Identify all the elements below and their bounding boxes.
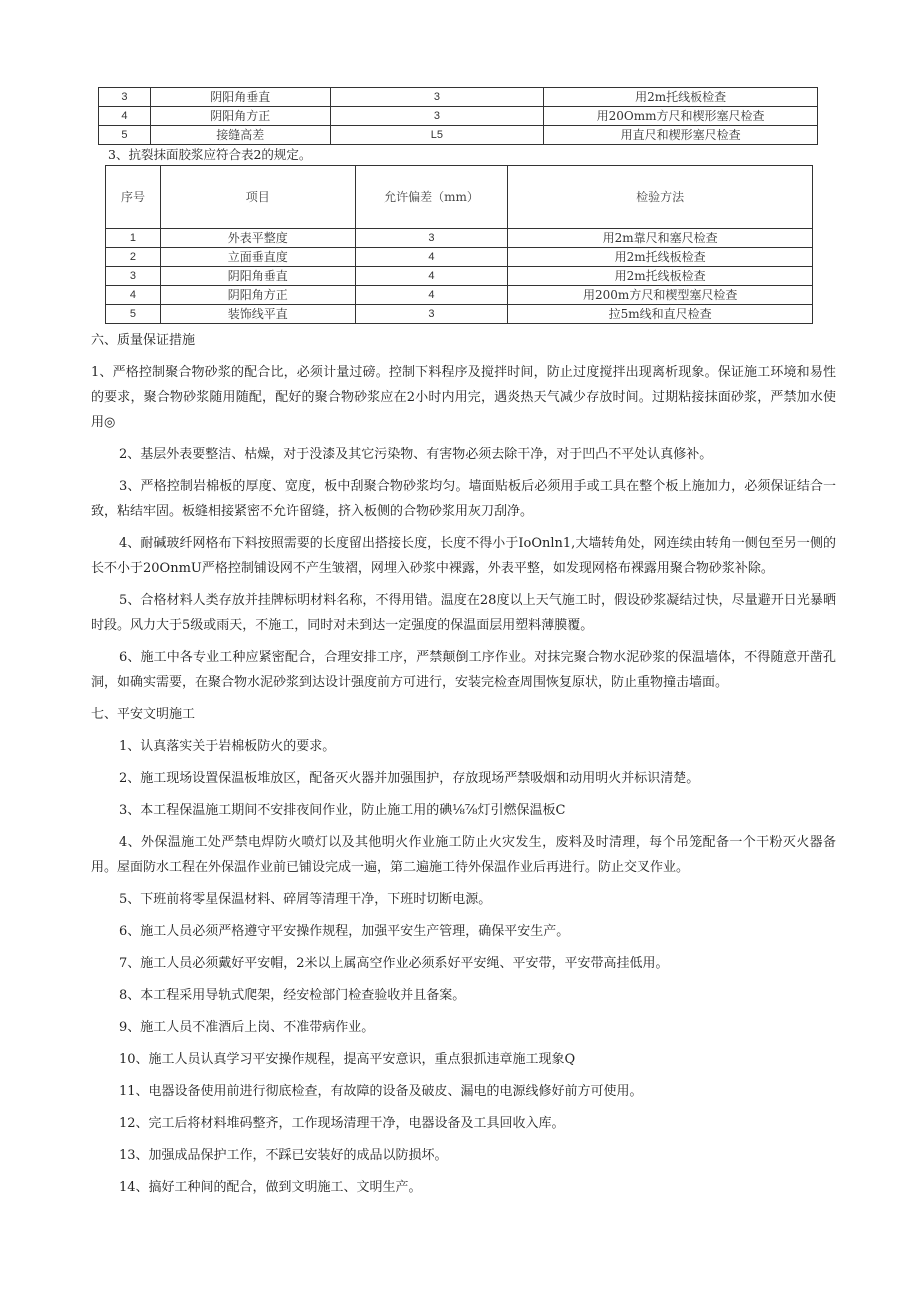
paragraph: 4、耐碱玻纤网格布下料按照需要的长度留出搭接长度，长度不得小于IoOnln1,大墙转角处，网连续由转角一侧包至另一侧的长不小于20OnmU严格控制铺设网不产生皱褶，网埋入砂浆中裸露，外表平整，如发现网格布裸露用聚合物砂浆补除。: [91, 536, 836, 576]
table-row: [99, 88, 818, 107]
row-number: 4: [99, 107, 151, 126]
list-item: 11、电器设备使用前进行彻底检查，有故障的设备及破皮、漏电的电源线修好前方可使用。: [119, 1084, 643, 1099]
list-item: 2、施工现场设置保温板堆放区，配备灭火器并加强围护，存放现场严禁吸烟和动用明火并标识清楚。: [119, 771, 700, 786]
row-item: 立面垂直度: [160, 248, 355, 267]
row-tolerance: 4: [355, 267, 508, 286]
row-tolerance: 4: [355, 286, 508, 305]
row-method: 用直尺和楔形塞尺检查: [544, 126, 818, 145]
tolerance-table-2: [105, 165, 813, 324]
row-item: 装饰线平直: [160, 305, 355, 324]
list-item: 10、施工人员认真学习平安操作规程，提高平安意识，重点狠抓违章施工现象Q: [119, 1052, 576, 1067]
table-header-row: [106, 166, 813, 229]
row-number: 4: [106, 286, 161, 305]
row-tolerance: 3: [330, 88, 544, 107]
row-tolerance: 3: [355, 305, 508, 324]
row-method: 拉5m线和直尺检查: [508, 305, 813, 324]
table-row: [106, 267, 813, 286]
row-item: 阴阳角垂直: [150, 88, 330, 107]
row-method: 用2m托线板检查: [508, 267, 813, 286]
header-number: 序号: [106, 166, 161, 229]
row-method: 用2m靠尺和塞尺检查: [508, 229, 813, 248]
table-row: [106, 229, 813, 248]
paragraph: 1、严格控制聚合物砂浆的配合比，必须计量过磅。控制下料程序及搅拌时间，防止过度搅拌出现离析现象。保证施工环境和易性的要求，聚合物砂浆随用随配，配好的聚合物砂浆应在2小时内用完，遇炎热天气减少存放时间。过期粘接抹面砂浆，严禁加水使用◎: [91, 365, 836, 430]
body-text: [91, 328, 836, 1207]
table-row: [106, 248, 813, 267]
row-number: 5: [99, 126, 151, 145]
header-method: 检验方法: [508, 166, 813, 229]
row-item: 阴阳角垂直: [160, 267, 355, 286]
section-6-title: 六、质量保证措施: [91, 333, 196, 348]
list-item: 7、施工人员必须戴好平安帽，2米以上属高空作业必须系好平安绳、平安带，平安带高挂低用。: [119, 956, 669, 971]
row-method: 用2m托线板检查: [544, 88, 818, 107]
row-item: 阴阳角方正: [160, 286, 355, 305]
row-number: 3: [99, 88, 151, 107]
list-item: 9、施工人员不准酒后上岗、不准带病作业。: [119, 1020, 375, 1035]
row-item: 外表平整度: [160, 229, 355, 248]
list-item: 14、搞好工种间的配合，做到文明施工、文明生产。: [119, 1180, 422, 1195]
table-2-caption: 3、抗裂抹面胶浆应符合表2的规定。: [108, 147, 312, 162]
section-7-title: 七、平安文明施工: [91, 707, 196, 722]
row-tolerance: 4: [355, 248, 508, 267]
row-tolerance: 3: [355, 229, 508, 248]
header-tolerance: 允许偏差（mm）: [355, 166, 508, 229]
row-item: 阴阳角方正: [150, 107, 330, 126]
row-number: 5: [106, 305, 161, 324]
row-item: 接缝高差: [150, 126, 330, 145]
row-method: 用2m托线板检查: [508, 248, 813, 267]
row-method: 用20Omm方尺和楔形塞尺检查: [544, 107, 818, 126]
table-row: [106, 305, 813, 324]
list-item: 5、下班前将零星保温材料、碎屑等清理干净，下班时切断电源。: [119, 892, 492, 907]
paragraph: 5、合格材料人类存放并挂牌标明材料名称，不得用错。温度在28度以上天气施工时，假设砂浆凝结过快，尽量避开日光暴晒时段。风力大于5级或雨天，不施工，同时对未到达一定强度的保温面层用塑料薄膜覆。: [91, 593, 836, 633]
row-method: 用200m方尺和楔型塞尺检查: [508, 286, 813, 305]
paragraph: 6、施工中各专业工种应紧密配合，合理安排工序，严禁颠倒工序作业。对抹完聚合物水泥砂浆的保温墙体，不得随意开凿孔洞，如确实需要，在聚合物水泥砂浆到达设计强度前方可进行，安装完检查周围恢复原状，防止重物撞击墙面。: [91, 650, 836, 690]
list-item: 1、认真落实关于岩棉板防火的要求。: [119, 739, 336, 754]
paragraph: 3、严格控制岩棉板的厚度、宽度，板中刮聚合物砂浆均匀。墙面贴板后必须用手或工具在整个板上施加力，必须保证结合一致，粘结牢固。板缝相接紧密不允许留缝，挤入板侧的合物砂浆用灰刀刮净。: [91, 479, 836, 519]
list-item: 3、本工程保温施工期间不安排夜间作业，防止施工用的碘⅛⅞灯引燃保温板C: [119, 803, 566, 818]
row-number: 2: [106, 248, 161, 267]
header-item: 项目: [160, 166, 355, 229]
table-row: [106, 286, 813, 305]
tolerance-table-1: [98, 87, 818, 145]
row-number: 3: [106, 267, 161, 286]
row-number: 1: [106, 229, 161, 248]
list-item: 8、本工程采用导轨式爬架，经安检部门检查验收并且备案。: [119, 988, 466, 1003]
list-item: 4、外保温施工处严禁电焊防火喷灯以及其他明火作业施工防止火灾发生，废料及时清理，每个吊笼配备一个干粉灭火器备用。屋面防水工程在外保温作业前已铺设完成一遍，第二遍施工待外保温作业后再进行。防止交叉作业。: [91, 835, 836, 875]
table-row: [99, 107, 818, 126]
row-tolerance: L5: [330, 126, 544, 145]
list-item: 6、施工人员必须严格遵守平安操作规程，加强平安生产管理，确保平安生产。: [119, 924, 570, 939]
list-item: 13、加强成品保护工作，不踩已安装好的成品以防损坏。: [119, 1148, 448, 1163]
paragraph: 2、基层外表要整洁、枯燥，对于没漆及其它污染物、有害物必须去除干净，对于凹凸不平处认真修补。: [119, 447, 713, 462]
row-tolerance: 3: [330, 107, 544, 126]
table-row: [99, 126, 818, 145]
list-item: 12、完工后将材料堆码整齐，工作现场清理干净，电器设备及工具回收入库。: [119, 1116, 565, 1131]
